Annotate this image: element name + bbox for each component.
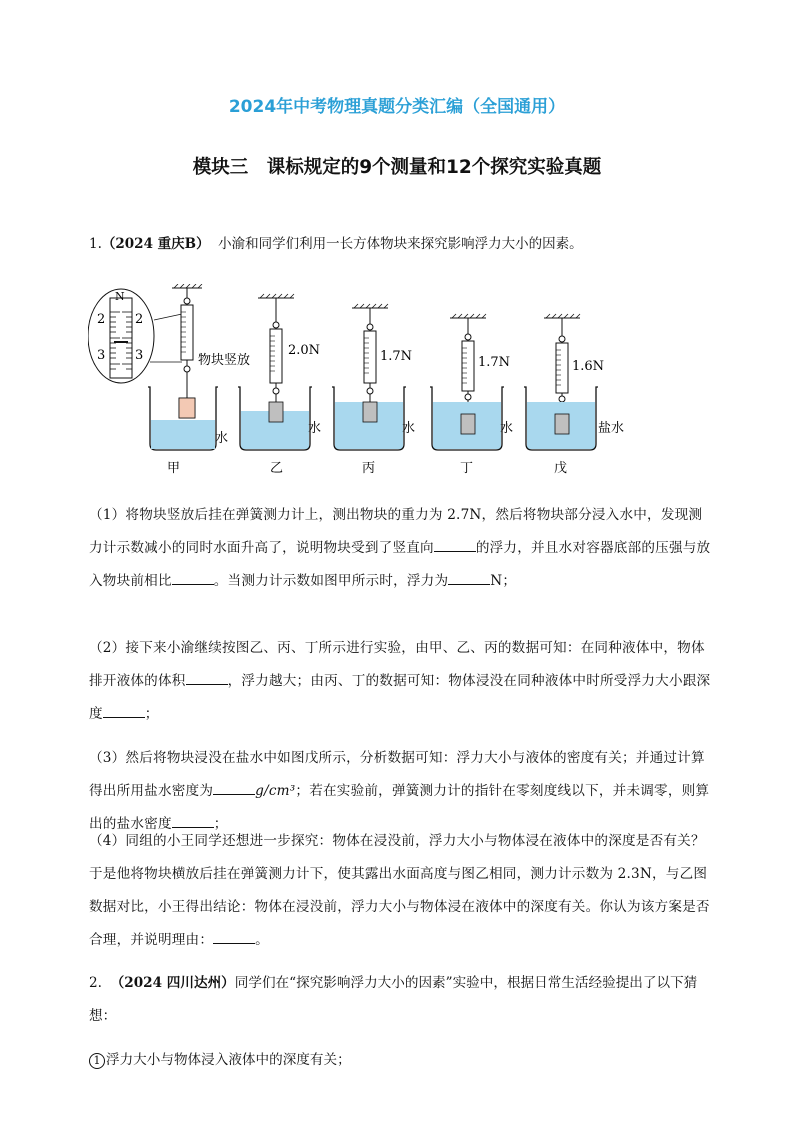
part-4-text-b: 。 <box>255 932 269 948</box>
guess-1 <box>89 1048 351 1069</box>
answer-blank[interactable] <box>172 570 214 585</box>
figure-label-yi: 乙 <box>270 461 284 476</box>
answer-blank[interactable] <box>448 570 490 585</box>
scale-unit-label: N <box>115 290 125 303</box>
liquid-label: 水 <box>500 421 514 436</box>
question-number: 1. <box>89 236 102 252</box>
answer-blank[interactable] <box>213 780 255 795</box>
guess-1-text: 浮力大小与物体浸入液体中的深度有关； <box>106 1052 351 1068</box>
scale-mark-3-right: 3 <box>135 348 144 363</box>
setup-ding <box>430 314 513 476</box>
answer-blank[interactable] <box>186 670 228 685</box>
setup-yi <box>238 294 321 476</box>
reading-ding: 1.7N <box>478 355 511 370</box>
setup-bing <box>332 304 415 476</box>
part-2-text-b: ，浮力越大；由丙、丁的数据可知：物体浸没在同种液体中时所受浮力大小跟深度 <box>89 673 711 722</box>
part-1-text-d: N； <box>490 573 517 589</box>
part-1-text-a: （1）将物块竖放后挂在弹簧测力计上，测出物块的重力为 2.7N，然后将物块部分浸入水中，发现测力计示数减小的同时水面升高了，说明物块受到了竖直向 <box>89 507 703 556</box>
answer-blank[interactable] <box>103 703 145 718</box>
scale-mark-2-right: 2 <box>135 312 144 327</box>
figure-label-wu: 戊 <box>554 461 568 476</box>
answer-blank[interactable] <box>434 537 476 552</box>
liquid-label: 盐水 <box>598 421 625 436</box>
module-title: 模块三 课标规定的9个测量和12个探究实验真题 <box>192 157 602 178</box>
reading-yi: 2.0N <box>288 343 321 358</box>
part-3-text-c: ； <box>213 816 228 832</box>
setup-jia <box>148 284 250 476</box>
question-text: 同学们在“探究影响浮力大小的因素”实验中，根据日常生活经验提出了以下猜想： <box>89 975 698 1024</box>
reading-bing: 1.7N <box>380 349 413 364</box>
density-unit: g/cm³ <box>255 783 296 799</box>
scale-mark-2-left: 2 <box>97 312 106 327</box>
liquid-label: 水 <box>402 421 416 436</box>
scale-mark-3-left: 3 <box>97 348 106 363</box>
question-1-stem <box>89 232 709 256</box>
part-3-text-a: （3）然后将物块浸没在盐水中如图戊所示，分析数据可知：浮力大小与液体的密度有关；并通过计算得出所用盐水密度为 <box>89 750 705 799</box>
figure-label-jia: 甲 <box>167 461 181 476</box>
part-4-text-a: （4）同组的小王同学还想进一步探究：物体在浸没前，浮力大小与物体浸在液体中的深度是否有关？于是他将物块横放后挂在弹簧测力计下，使其露出水面高度与图乙相同，测力计示数为 2.3N，与乙图数据对比，小王得出结论：物体在浸没前，浮力大小与物体浸在液体中的深度有关。你认为该方案是否合理，并说明理由： <box>89 833 710 948</box>
part-1-text-b: 的浮力，并且水对容器底部的压强与放入物块前相比 <box>89 540 711 589</box>
experiment-figure <box>88 284 678 484</box>
answer-blank[interactable] <box>213 929 255 944</box>
part-3-text-b: ；若在实验前，弹簧测力计的指针在零刻度线以下，并未调零，则算出的盐水密度 <box>89 783 710 832</box>
question-text: 小渝和同学们利用一长方体物块来探究影响浮力大小的因素。 <box>218 236 583 252</box>
part-1-text-c: 。当测力计示数如图甲所示时，浮力为 <box>213 573 449 589</box>
reading-wu: 1.6N <box>572 359 605 374</box>
part-2 <box>89 632 714 731</box>
question-source: （2024 重庆B） <box>101 236 210 252</box>
part-2-text-a: （2）接下来小渝继续按图乙、丙、丁所示进行实验，由甲、乙、丙的数据可知：在同种液体中，物体排开液体的体积 <box>89 640 705 689</box>
part-2-text-c: ； <box>144 706 159 722</box>
question-source: （2024 四川达州） <box>110 975 235 991</box>
liquid-label: 水 <box>215 431 229 446</box>
question-2-stem <box>89 967 714 1033</box>
figure-label-ding: 丁 <box>460 461 474 476</box>
part-1 <box>89 499 714 598</box>
circled-number: 1 <box>89 1053 105 1069</box>
magnified-scale <box>88 289 182 383</box>
note-block-vertical: 物块竖放 <box>198 353 251 368</box>
figure-label-bing: 丙 <box>362 461 376 476</box>
part-4 <box>89 825 714 957</box>
document-title: 2024年中考物理真题分类汇编（全国通用） <box>228 97 566 117</box>
question-number: 2. <box>89 975 102 991</box>
setup-wu <box>524 314 624 476</box>
liquid-label: 水 <box>308 421 322 436</box>
